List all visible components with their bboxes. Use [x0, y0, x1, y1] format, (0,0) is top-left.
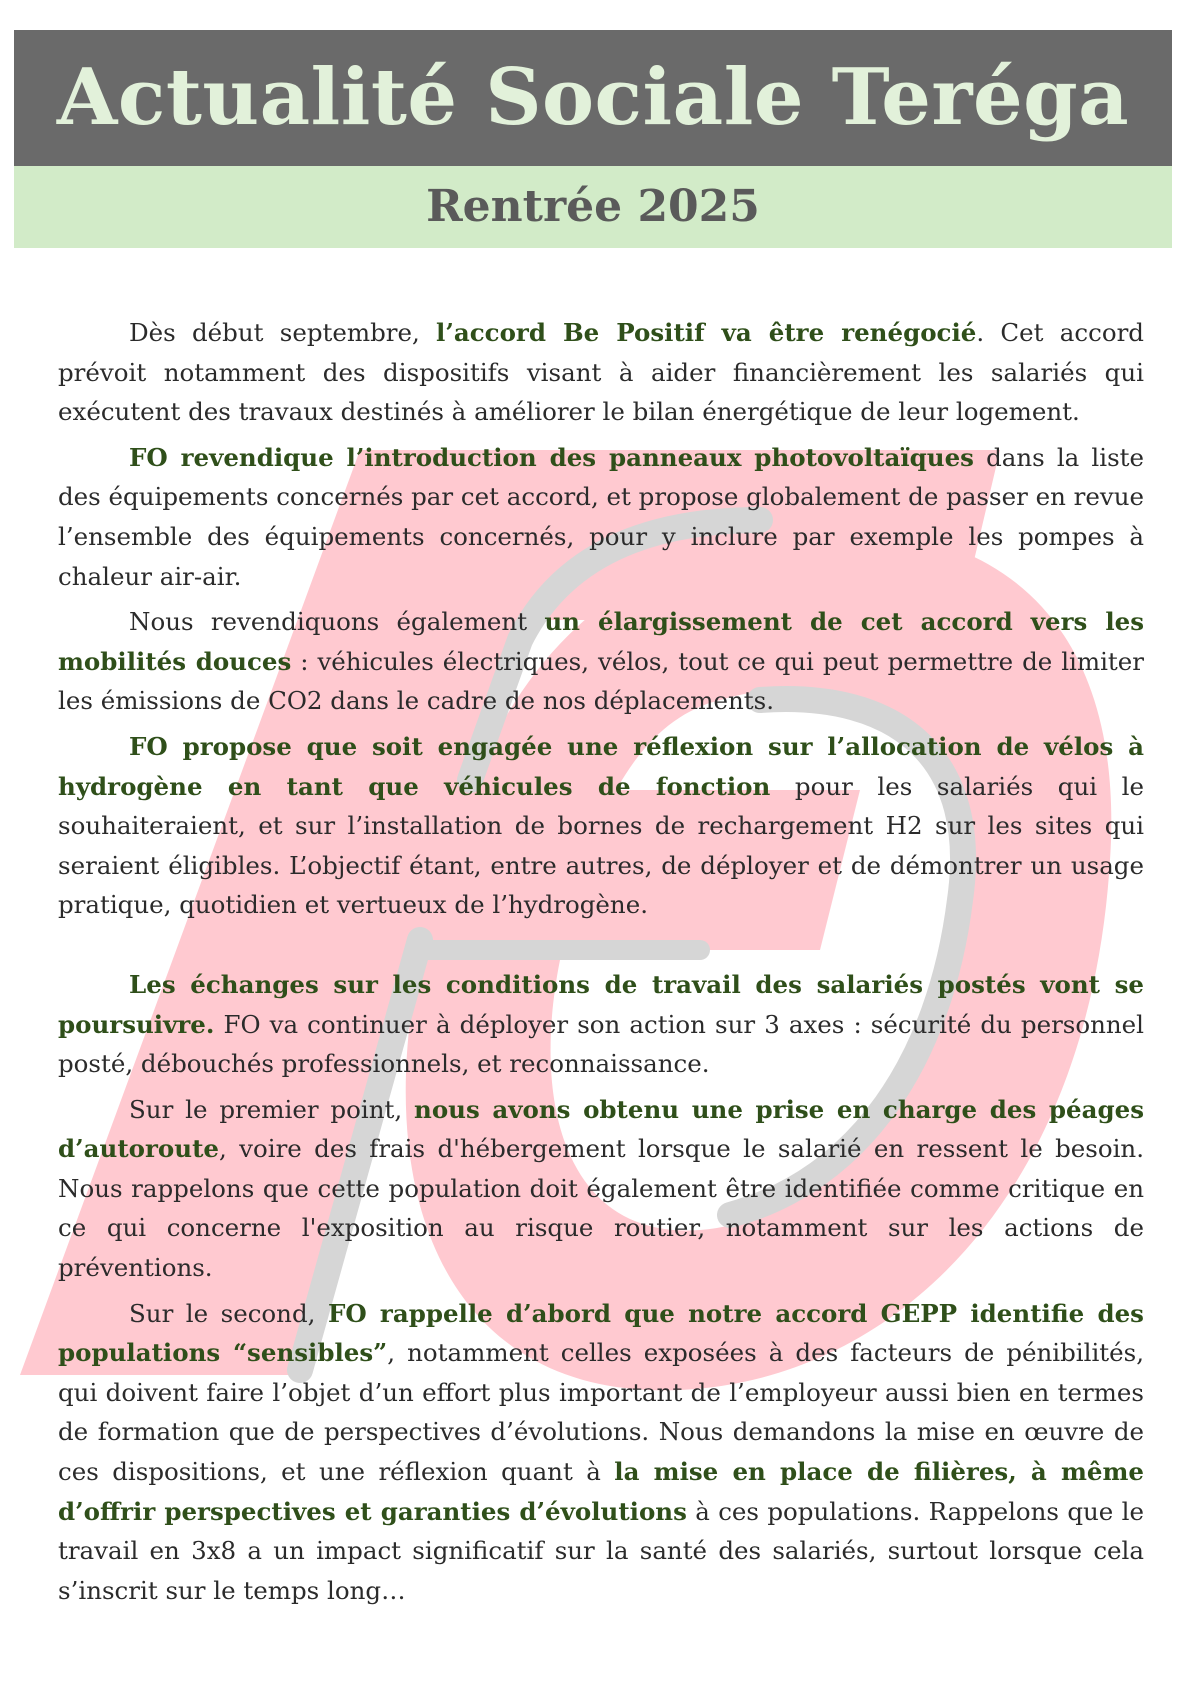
body-text: Sur le second,: [129, 1298, 328, 1328]
subheader-band: [14, 166, 1172, 248]
paragraph: [58, 1294, 1144, 1611]
body-text: . Cet accord prévoit notamment des dispositifs visant à aider financièrement les salariés qui exécutent des travaux destinés à améliorer le bilan énergétique de leur logement.: [58, 318, 1144, 427]
body-text: FO va continuer à déployer son action sur 3 axes : sécurité du personnel posté, débouchés professionnels, et reconnaissance.: [58, 1009, 1144, 1079]
paragraph: [58, 965, 1144, 1084]
paragraph: [58, 727, 1144, 925]
emphasis-text: FO rappelle d’abord que notre accord GEPP identifie des populations “sensibles”: [58, 1298, 1144, 1368]
paragraph: [58, 313, 1144, 432]
body-text: dans la liste des équipements concernés par cet accord, et propose globalement de passer en revue l’ensemble des équipements concernés, pour y inclure par exemple les pompes à chaleur air-air.: [58, 442, 1144, 591]
body-text: Dès début septembre,: [129, 318, 437, 347]
body-text: Nous revendiquons également: [129, 607, 545, 637]
emphasis-text: FO revendique l’introduction des panneaux photovoltaïques: [129, 442, 974, 472]
document-title: Actualité Sociale Teréga: [56, 52, 1130, 143]
body-text: à ces populations. Rappelons que le travail en 3x8 a un impact significatif sur la santé des salariés, surtout lorsque cela s’inscrit sur le temps long…: [58, 1496, 1144, 1605]
emphasis-text: Les échanges sur les conditions de travail des salariés postés vont se poursuivre.: [58, 969, 1144, 1039]
paragraph: [58, 1090, 1144, 1288]
emphasis-text: FO propose que soit engagée une réflexion sur l’allocation de vélos à hydrogène en tant que véhicules de fonction: [58, 731, 1144, 801]
body-text: , notamment celles exposées à des facteurs de pénibilités, qui doivent faire l’objet d’un effort plus important de l’employeur aussi bien en termes de formation que de perspectives d’évolutions. Nous demandons la mise en œuvre de ces dispositions, et une réflexion quant à: [58, 1338, 1145, 1487]
body-text: : véhicules électriques, vélos, tout ce qui peut permettre de limiter les émissions de CO2 dans le cadre de nos déplacements.: [58, 646, 1144, 716]
body-text: Sur le premier point,: [129, 1094, 414, 1124]
paragraph: [58, 602, 1144, 721]
body-text: , voire des frais d'hébergement lorsque le salarié en ressent le besoin. Nous rappelons que cette population doit également être identifiée comme critique en ce qui concerne l'exposition au risque routier, notamment sur les actions de préventions.: [58, 1134, 1144, 1283]
emphasis-text: nous avons obtenu une prise en charge des péages d’autoroute: [58, 1094, 1144, 1164]
body-text: pour les salariés qui le souhaiteraient, et sur l’installation de bornes de rechargement H2 sur les sites qui seraient éligibles. L’objectif étant, entre autres, de déployer et de démontrer un usage pratique, quotidien et vertueux de l’hydrogène.: [58, 771, 1144, 920]
article-body: [58, 313, 1144, 1616]
emphasis-text: un élargissement de cet accord vers les mobilités douces: [58, 607, 1145, 676]
header-band: [14, 30, 1172, 166]
emphasis-text: l’accord Be Positif va être renégocié: [436, 318, 977, 347]
emphasis-text: la mise en place de filières, à même d’offrir perspectives et garanties d’évolutions: [58, 1457, 1145, 1526]
document-subtitle: Rentrée 2025: [426, 181, 760, 232]
paragraph: [58, 438, 1144, 596]
